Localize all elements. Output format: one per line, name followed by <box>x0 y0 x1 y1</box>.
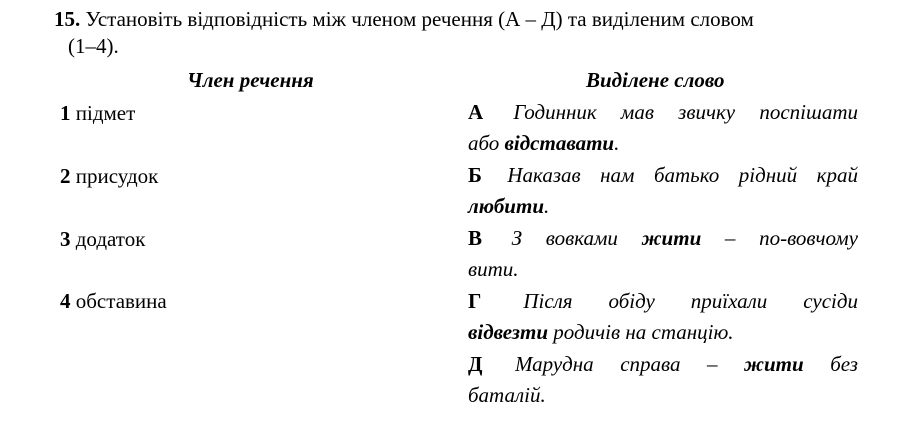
word: обіду <box>608 289 655 313</box>
left-item-number: 3 <box>60 227 71 251</box>
left-item-label: обставина <box>75 289 167 313</box>
right-item-letter: Д <box>468 352 483 376</box>
right-item-h <box>468 286 858 348</box>
left-item-4 <box>60 286 167 316</box>
right-item-letter: В <box>468 226 483 250</box>
word: Марудна <box>514 352 594 376</box>
text-plain: або <box>468 131 505 155</box>
right-item-line-2 <box>468 317 858 348</box>
question-text <box>54 6 884 60</box>
right-item-d <box>468 349 858 411</box>
word: сусіди <box>803 289 858 313</box>
word: справа <box>620 352 681 376</box>
right-item-line-2: баталій. <box>468 383 546 407</box>
left-item-number: 1 <box>60 101 71 125</box>
word: мав <box>620 100 654 124</box>
word: нам <box>600 163 635 187</box>
left-item-3 <box>60 224 145 254</box>
word: поспішати <box>759 100 858 124</box>
word: вовками <box>545 226 618 250</box>
highlighted-word: жити <box>743 352 804 376</box>
dash: – <box>706 352 718 376</box>
word: приїхали <box>690 289 768 313</box>
left-item-number: 2 <box>60 164 71 188</box>
right-item-a <box>468 97 858 159</box>
word: Після <box>523 289 573 313</box>
right-item-b <box>468 160 858 222</box>
text-tail: . <box>614 131 620 155</box>
word: без <box>830 352 858 376</box>
question-number: 15. <box>54 7 81 31</box>
right-item-letter: Г <box>468 289 482 313</box>
word: Наказав <box>507 163 581 187</box>
question-line-1: Установіть відповідність між членом речення (А – Д) та виділеним словом <box>85 7 754 31</box>
right-item-line-2 <box>468 191 858 222</box>
word: батько <box>653 163 720 187</box>
left-item-1 <box>60 98 135 128</box>
left-item-number: 4 <box>60 289 71 313</box>
column-header-left: Член речення <box>187 68 314 92</box>
text-tail: . <box>544 194 550 218</box>
highlighted-word: любити <box>468 194 545 218</box>
word: край <box>816 163 858 187</box>
right-item-line-2: вити. <box>468 257 519 281</box>
left-item-label: присудок <box>75 164 159 188</box>
word: рідний <box>738 163 798 187</box>
word: З <box>511 226 523 250</box>
right-item-letter: А <box>468 100 484 124</box>
left-item-2 <box>60 161 158 191</box>
dash: – <box>724 226 736 250</box>
question-line-2: (1–4). <box>68 34 119 58</box>
highlighted-word: жити <box>641 226 702 250</box>
text-tail: родичів на станцію. <box>548 320 734 344</box>
highlighted-word: відставати <box>504 131 615 155</box>
word: Годинник <box>513 100 597 124</box>
column-header-right: Виділене слово <box>586 68 725 92</box>
left-item-label: додаток <box>75 227 146 251</box>
right-item-v <box>468 223 858 285</box>
right-item-line-2 <box>468 128 858 159</box>
highlighted-word: відвезти <box>468 320 549 344</box>
left-item-label: підмет <box>75 101 136 125</box>
word: звичку <box>678 100 736 124</box>
right-item-letter: Б <box>468 163 482 187</box>
word: по-вовчому <box>759 226 858 250</box>
